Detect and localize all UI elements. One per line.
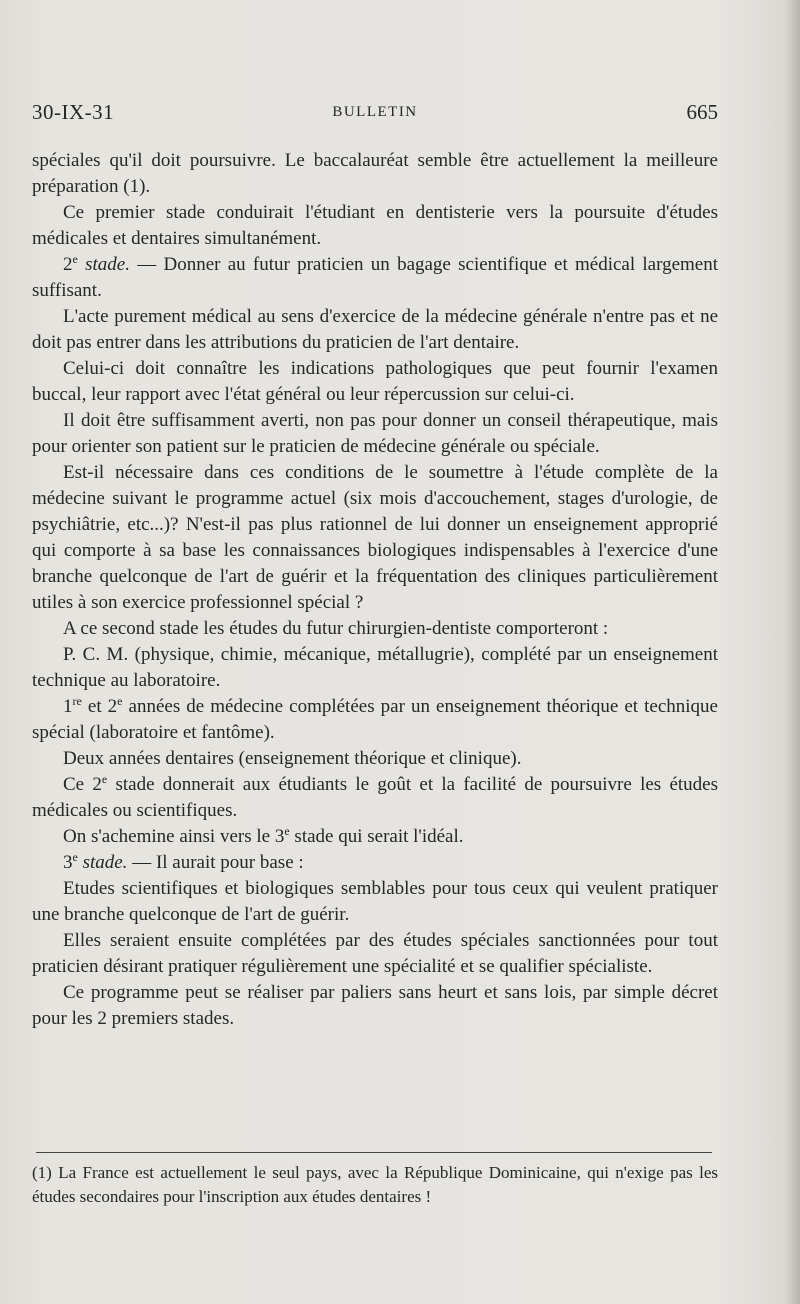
superscript: re [72,694,82,708]
paragraph-10 [32,694,718,746]
stage-3-text: — Il aurait pour base : [127,852,304,873]
superscript: e [284,824,290,838]
years-text: années de médecine complétées par un enseignement théorique et technique spécial (laboratoire et fantôme). [32,696,718,743]
stage-2-number: 2 [63,254,73,275]
paragraph-4: L'acte purement médical au sens d'exercice de la médecine générale n'entre pas et ne doit pas entrer dans les attributions du praticien de l'art dentaire. [32,306,718,353]
year-2-number: et 2 [81,696,118,717]
paragraph-2: Ce premier stade conduirait l'étudiant en dentisterie vers la poursuite d'études médicales et dentaires simultanément. [32,202,718,249]
page-number: 665 [686,100,718,124]
paragraph-6: Il doit être suffisamment averti, non pas pour donner un conseil thérapeutique, mais pour orienter son patient sur le praticien de médecine générale ou spéciale. [32,410,718,457]
paragraph-11: Deux années dentaires (enseignement théorique et clinique). [63,748,522,769]
paragraph-13 [32,824,718,850]
paragraph-14 [32,850,718,876]
header-title: BULLETIN [332,104,418,120]
paragraph-17: Ce programme peut se réaliser par paliers sans heurt et sans lois, par simple décret pour les 2 premiers stades. [32,982,718,1029]
paragraph-7: Est-il nécessaire dans ces conditions de le soumettre à l'étude complète de la médecine suivant le programme actuel (six mois d'accouchement, stages d'urologie, de psychiâtrie, etc...)? N'est-il pas plus rationnel de lui donner un enseignement approprié qui comporte à sa base les connaissances biologiques indispensables à l'exercice d'une branche quelconque de l'art de guérir et la fréquentation des cliniques particulièrement utiles à son exercice professionnel spécial ? [32,462,718,613]
stage-3-label: stade. [82,852,128,873]
stage-ref: Ce 2 [63,774,102,795]
superscript: e [117,694,123,708]
superscript: e [101,772,108,786]
stage-3-number: 3 [63,852,73,873]
stage-ref-text: stade donnerait aux étudiants le goût et la facilité de poursuivre les études médicales ou scientifiques. [32,774,718,821]
stage-2-label: stade. [85,254,130,275]
paragraph-1: spéciales qu'il doit poursuivre. Le baccalauréat semble être actuellement la meilleure préparation (1). [32,150,718,197]
footnote-divider [36,1152,712,1153]
header-date: 30-IX-31 [32,100,115,124]
stage-2-text: — Donner au futur praticien un bagage scientifique et médical largement suffisant. [32,254,719,301]
page-edge-shadow [784,0,800,1304]
superscript: e [72,850,78,864]
paragraph-8: A ce second stade les études du futur chirurgien-dentiste comporteront : [63,618,609,639]
paragraph-15: Etudes scientifiques et biologiques semblables pour tous ceux qui veulent pratiquer une branche quelconque de l'art de guérir. [32,878,718,925]
running-header [32,100,718,130]
footnote [32,1161,718,1209]
paragraph-12 [32,772,718,824]
paragraph-5: Celui-ci doit connaître les indications pathologiques que peut fournir l'examen buccal, leur rapport avec l'état général ou leur répercussion sur celui-ci. [32,358,718,405]
stage-3-ref-text: stade qui serait l'idéal. [289,826,464,847]
superscript: e [72,252,78,266]
year-1-number: 1 [63,696,73,717]
paragraph-16: Elles seraient ensuite complétées par des études spéciales sanctionnées pour tout praticien désirant pratiquer régulièrement une spécialité et se qualifier spécialiste. [32,930,718,977]
paragraph-9: P. C. M. (physique, chimie, mécanique, métallugrie), complété par un enseignement technique au laboratoire. [32,644,718,691]
body-text [32,148,718,1032]
footnote-text: (1) La France est actuellement le seul pays, avec la République Dominicaine, qui n'exige pas les études secondaires pour l'inscription aux études dentaires ! [32,1163,718,1206]
stage-3-ref: On s'achemine ainsi vers le 3 [63,826,285,847]
paragraph-3 [32,252,718,304]
